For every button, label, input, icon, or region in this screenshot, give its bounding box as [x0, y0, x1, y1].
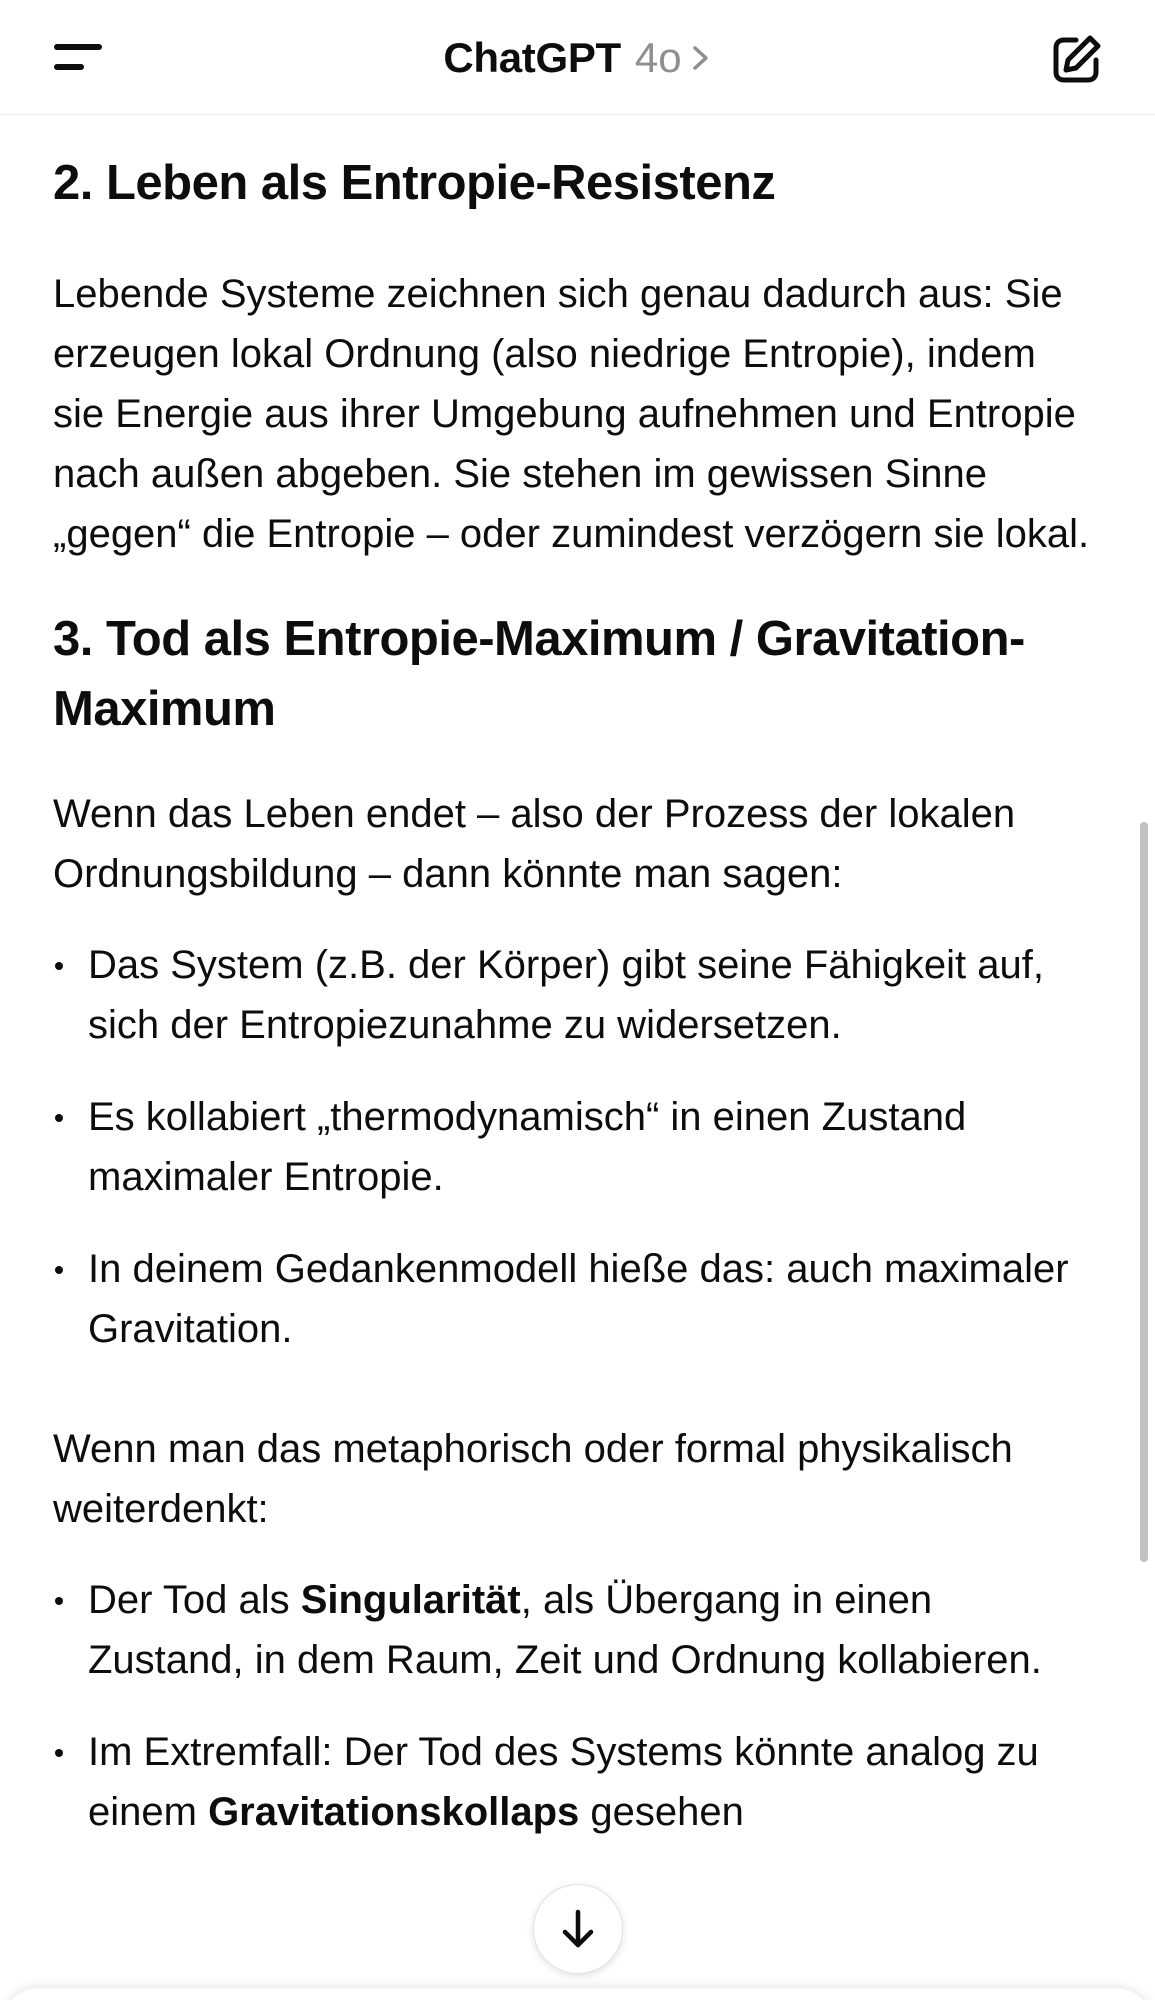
section-heading-2: 2. Leben als Entropie-Resistenz [53, 156, 776, 210]
bullet-dot [55, 1266, 63, 1274]
list-item [53, 1722, 1098, 1842]
list-item-text-before: Im Extremfall: Der Tod des Systems könnte analog zu einem [88, 1730, 1039, 1834]
bullet-dot [55, 1597, 63, 1605]
bullet-dot [55, 1749, 63, 1757]
list-item-text: In deinem Gedankenmodell hieße das: auch maximaler Gravitation. [88, 1247, 1069, 1351]
arrow-down-icon [558, 1907, 598, 1951]
section-2-paragraph: Lebende Systeme zeichnen sich genau dadurch aus: Sie erzeugen lokal Ordnung (also niedrige Entropie), indem sie Energie aus ihrer Umgebung aufnehmen und Entropie nach außen abgeben. Sie stehen im gewissen Sinne „gegen“ die Entropie – oder zumindest verzögern sie lokal. [53, 272, 1090, 556]
list-item [53, 1087, 1098, 1207]
assistant-message [53, 115, 1098, 1842]
chevron-right-icon [690, 43, 712, 73]
new-chat-icon [1046, 30, 1106, 90]
section-3-intro-2: Wenn man das metaphorisch oder formal physikalisch weiterdenkt: [53, 1427, 1013, 1531]
bullet-list [53, 935, 1098, 1359]
list-item-text: Das System (z.B. der Körper) gibt seine Fähigkeit auf, sich der Entropiezunahme zu widersetzen. [88, 943, 1044, 1047]
app-title: ChatGPT [443, 34, 621, 81]
scroll-to-bottom-button[interactable] [533, 1884, 623, 1974]
list-item-text: Es kollabiert „thermodynamisch“ in einen Zustand maximaler Entropie. [88, 1095, 967, 1199]
list-item-text-after: , als Übergang in einen Zustand, in dem Raum, Zeit und Ordnung kollabieren. [88, 1578, 1042, 1682]
top-bar [0, 0, 1155, 115]
scrollbar[interactable] [1140, 822, 1148, 1562]
model-name: 4o [634, 34, 682, 81]
bold-term: Gravitationskollaps [208, 1790, 580, 1834]
section-3-intro: Wenn das Leben endet – also der Prozess der lokalen Ordnungsbildung – dann könnte man sagen: [53, 792, 1016, 896]
list-item [53, 935, 1098, 1055]
composer-panel [0, 1988, 1155, 2000]
new-chat-button[interactable] [1046, 30, 1106, 90]
list-item [53, 1239, 1098, 1359]
list-item-text-after: gesehen [579, 1790, 744, 1834]
bullet-dot [55, 962, 63, 970]
list-item-text-before: Der Tod als [88, 1578, 301, 1622]
bullet-list-2 [53, 1570, 1098, 1842]
model-selector[interactable] [0, 30, 1155, 86]
section-heading-3: 3. Tod als Entropie-Maximum / Gravitation-Maximum [53, 612, 1025, 736]
bold-term: Singularität [300, 1578, 521, 1622]
bullet-dot [55, 1114, 63, 1122]
list-item [53, 1570, 1098, 1690]
